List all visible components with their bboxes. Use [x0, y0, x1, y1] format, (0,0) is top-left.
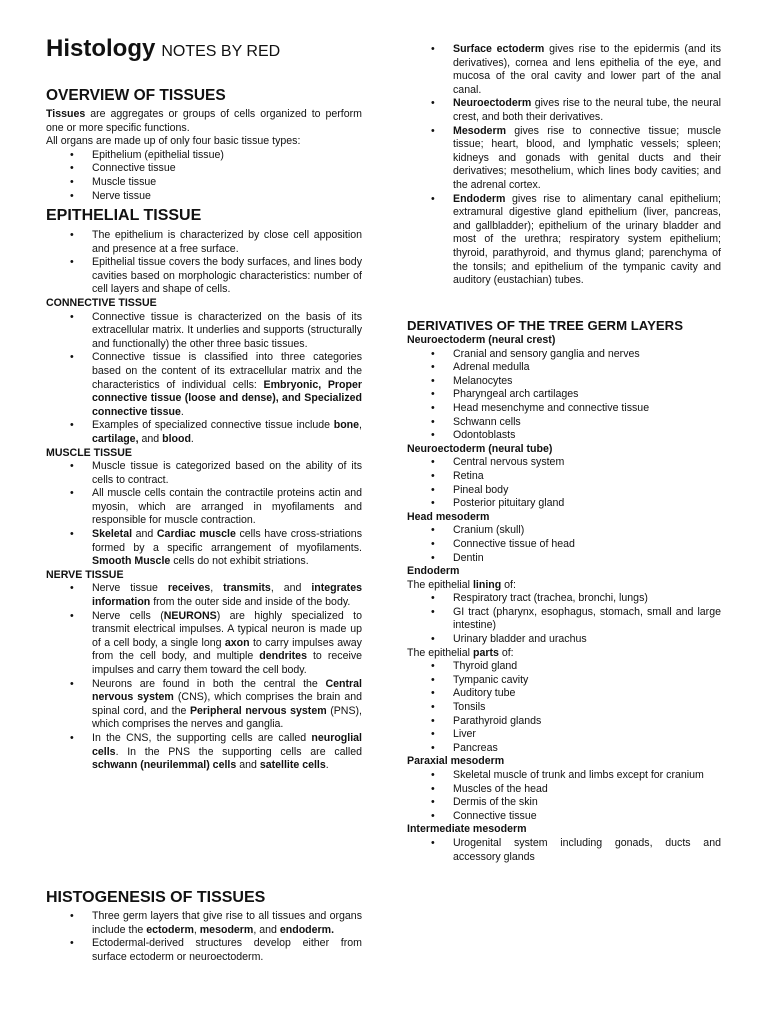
list-item: • Dermis of the skin [407, 796, 721, 810]
list-item: • Tonsils [407, 701, 721, 715]
neural-tube-list [407, 456, 721, 510]
germ-layer-block [407, 43, 721, 288]
heading-connective: CONNECTIVE TISSUE [46, 296, 157, 309]
neural-crest-title: Neuroectoderm (neural crest) [407, 334, 556, 346]
histogenesis-list-left [46, 910, 362, 964]
epithelial-list [46, 229, 362, 297]
paraxial-title: Paraxial mesoderm [407, 755, 505, 768]
body-block [46, 229, 362, 773]
endoderm-parts-list [407, 660, 721, 755]
list-item: • Ectodermal-derived structures develop either from surface ectoderm or neuroectoderm. [46, 937, 362, 964]
nerve-list [46, 582, 362, 772]
list-item: • Three germ layers that give rise to all tissues and organs include the ectoderm, mesoderm, and endoderm. [46, 910, 362, 937]
list-item: • Endoderm gives rise to alimentary canal epithelium; extramural digestive gland epithelium (liver, pancreas, and gallbladder); epithelium of the urinary bladder and most of the urethra; respiratory system epithelium; thyroid, parathyroid, and thymus gland; parenchyma of the tonsils; and epithelium of the tympanic cavity and auditory (eustachian) tubes. [407, 193, 721, 288]
histogenesis-list-right [407, 43, 721, 288]
list-item: • Dentin [407, 552, 721, 566]
heading-overview: OVERVIEW OF TISSUES [46, 87, 226, 104]
list-item: • Connective tissue of head [407, 538, 721, 552]
list-item: • Connective tissue is classified into three categories based on the content of its extracellular matrix and the characteristics of individual cells: Embryonic, Proper connective tissue (loose and dense), and Specialized connective tissue. [46, 351, 362, 419]
endoderm-parts-intro: The epithelial parts of: [407, 646, 514, 659]
list-item: • Pineal body [407, 484, 721, 498]
list-item: • Mesoderm gives rise to connective tissue; muscle tissue; heart, blood, and lymphatic vessels; spleen; kidneys and gonads with genital ducts and their derivatives; mesothelium, which lines body cavities; and the adrenal cortex. [407, 125, 721, 193]
list-item: • Pharyngeal arch cartilages [407, 388, 721, 402]
list-item: • Nerve tissue receives, transmits, and integrates information from the outer side and inside of the body. [46, 582, 362, 609]
list-item: • Pancreas [407, 742, 721, 756]
title-main: Histology [46, 35, 156, 62]
list-item: • Epithelium (epithelial tissue) [46, 149, 362, 163]
list-item: • Skeletal and Cardiac muscle cells have cross-striations formed by a specific arrangement of myofilaments. Smooth Muscle cells do not exhibit striations. [46, 528, 362, 569]
list-item: • Muscles of the head [407, 783, 721, 797]
list-item: • Urinary bladder and urachus [407, 633, 721, 647]
list-item: • Central nervous system [407, 456, 721, 470]
list-item: • In the CNS, the supporting cells are called neuroglial cells. In the PNS the supporting cells are called schwann (neurilemmal) cells and satellite cells. [46, 732, 362, 773]
list-item: • Thyroid gland [407, 660, 721, 674]
list-item: • Examples of specialized connective tissue include bone, cartilage, and blood. [46, 419, 362, 446]
list-item: • All muscle cells contain the contractile proteins actin and myosin, which are arranged in myofilaments and responsible for muscle contraction. [46, 487, 362, 528]
list-item: • Connective tissue [46, 162, 362, 176]
list-item: • Neurons are found in both the central the Central nervous system (CNS), which comprises the brain and spinal cord, and the Peripheral nervous system (PNS), which comprises the nerves and ganglia. [46, 678, 362, 732]
endoderm-lining-intro: The epithelial lining of: [407, 578, 516, 591]
list-item: • Odontoblasts [407, 429, 721, 443]
list-item: • Skeletal muscle of trunk and limbs except for cranium [407, 769, 721, 783]
heading-histogenesis: HISTOGENESIS OF TISSUES [46, 889, 266, 906]
list-item: • Head mesenchyme and connective tissue [407, 402, 721, 416]
head-mesoderm-title: Head mesoderm [407, 510, 490, 523]
intermediate-list [407, 837, 721, 864]
heading-muscle: MUSCLE TISSUE [46, 446, 132, 459]
list-item: • Melanocytes [407, 375, 721, 389]
heading-nerve: NERVE TISSUE [46, 568, 124, 581]
head-mesoderm-list [407, 524, 721, 565]
paraxial-list [407, 769, 721, 823]
page-title [46, 35, 281, 62]
muscle-list [46, 460, 362, 569]
list-item: • Nerve cells (NEURONS) are highly specialized to transmit electrical impulses. A typical neuron is made up of a cell body, a single long axon to carry impulses away from the cell body, and multiple dendrites to receive impulses and carry them toward the cell body. [46, 610, 362, 678]
histogenesis-block [46, 910, 362, 964]
list-item: • Muscle tissue is categorized based on the ability of its cells to contract. [46, 460, 362, 487]
list-item: • Retina [407, 470, 721, 484]
list-item: • Liver [407, 728, 721, 742]
tissues-definition: Tissues are aggregates or groups of cells organized to perform one or more specific functions. [46, 108, 362, 134]
heading-derivatives: DERIVATIVES OF THE TREE GERM LAYERS [407, 318, 683, 333]
list-item: • Nerve tissue [46, 190, 362, 204]
list-item: • Auditory tube [407, 687, 721, 701]
list-item: • Tympanic cavity [407, 674, 721, 688]
list-item: • Parathyroid glands [407, 715, 721, 729]
connective-list [46, 311, 362, 447]
list-item: • Epithelial tissue covers the body surfaces, and lines body cavities based on morphologic characteristics: number of cell layers and shape of cells. [46, 256, 362, 297]
heading-epithelial: EPITHELIAL TISSUE [46, 207, 202, 224]
neural-crest-list [407, 348, 721, 443]
list-item: • Surface ectoderm gives rise to the epidermis (and its derivatives), cornea and lens epithelia of the eye, and mucosa of the oral cavity and lower part of the anal canal. [407, 43, 721, 97]
list-item: • Adrenal medulla [407, 361, 721, 375]
list-item: • GI tract (pharynx, esophagus, stomach, small and large intestine) [407, 606, 721, 633]
endoderm-lining-list [407, 592, 721, 646]
tissue-types-list [46, 149, 362, 203]
list-item: • The epithelium is characterized by close cell apposition and presence at a free surface. [46, 229, 362, 256]
overview-block [46, 108, 362, 203]
tissues-intro: All organs are made up of only four basic tissue types: [46, 135, 301, 148]
neural-tube-title: Neuroectoderm (neural tube) [407, 442, 553, 455]
list-item: • Cranium (skull) [407, 524, 721, 538]
list-item: • Connective tissue is characterized on the basis of its extracellular matrix. It underlies and supports (structurally and functionally) the other three basic tissues. [46, 311, 362, 352]
list-item: • Neuroectoderm gives rise to the neural tube, the neural crest, and both their derivatives. [407, 97, 721, 124]
list-item: • Connective tissue [407, 810, 721, 824]
list-item: • Respiratory tract (trachea, bronchi, lungs) [407, 592, 721, 606]
list-item: • Muscle tissue [46, 176, 362, 190]
title-sub: NOTES BY RED [161, 43, 281, 60]
list-item: • Posterior pituitary gland [407, 497, 721, 511]
intermediate-title: Intermediate mesoderm [407, 823, 527, 836]
list-item: • Schwann cells [407, 416, 721, 430]
list-item: • Cranial and sensory ganglia and nerves [407, 348, 721, 362]
list-item: • Urogenital system including gonads, ducts and accessory glands [407, 837, 721, 864]
endoderm-title: Endoderm [407, 565, 460, 578]
derivatives-block [407, 334, 721, 864]
